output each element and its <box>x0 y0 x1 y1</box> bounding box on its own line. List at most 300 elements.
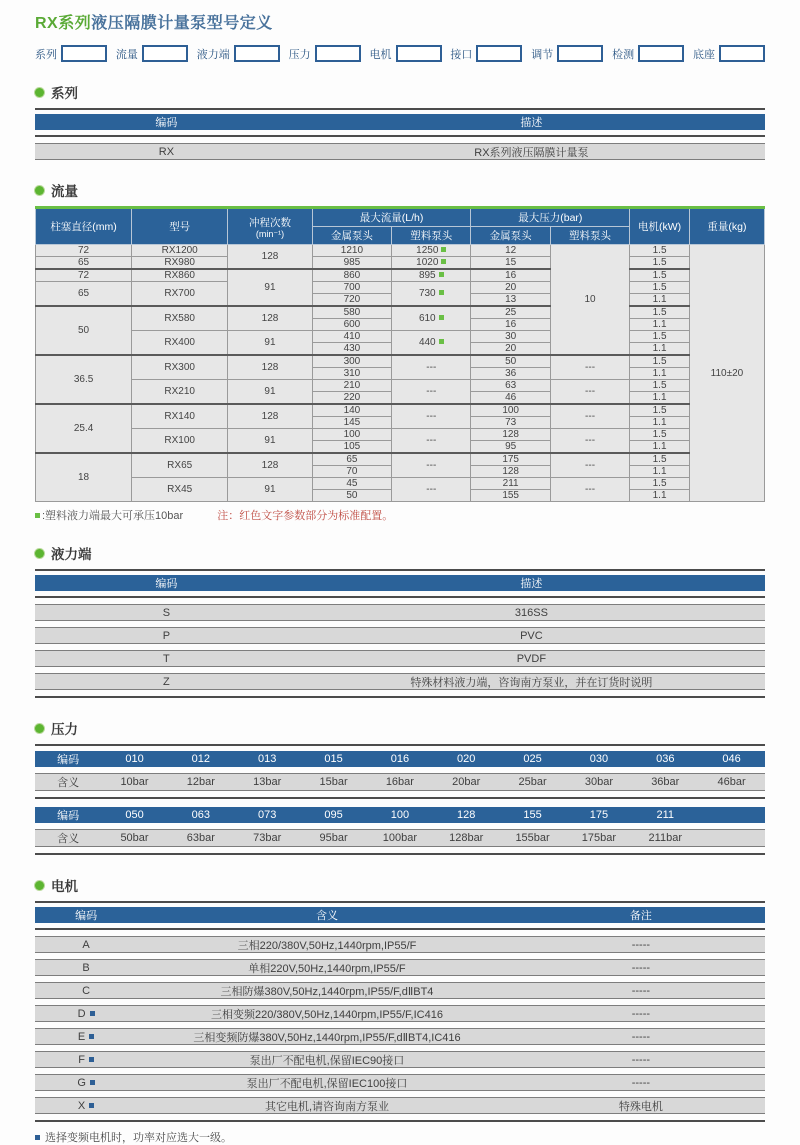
pressure-meaning: 10bar <box>120 776 149 788</box>
flow-note <box>35 507 765 523</box>
pressure-meaning: 211bar <box>648 832 682 844</box>
hydraulic-desc: PVDF <box>516 652 547 665</box>
cell: RX980 <box>132 257 228 270</box>
motor-table <box>35 901 765 1122</box>
motor-note: ----- <box>631 1053 651 1066</box>
cell: 700 <box>312 282 391 294</box>
pressure-meaning: 128bar <box>449 832 484 844</box>
motor-footnote <box>35 1129 765 1145</box>
cell: 1.5 <box>630 306 690 319</box>
cell: 20 <box>471 282 550 294</box>
cell: 430 <box>312 343 391 356</box>
cell-value: 1020 <box>416 257 439 268</box>
cell: 128 <box>471 429 550 441</box>
pressure-meaning: 63bar <box>186 832 215 844</box>
motor-meaning: 三相220/380V,50Hz,1440rpm,IP55/F <box>237 939 417 952</box>
cell: 410 <box>312 331 391 343</box>
hydraulic-desc: PVC <box>520 629 543 642</box>
pressure-meaning: 100bar <box>382 832 418 844</box>
motor-meaning: 三相变频220/380V,50Hz,1440rpm,IP55/F,IC416 <box>211 1008 443 1021</box>
field-interface-box[interactable] <box>476 45 522 62</box>
cell: 1.1 <box>630 441 690 454</box>
table-row <box>35 982 765 999</box>
cell: 220 <box>312 392 391 405</box>
col-flow-metal-head: 金属泵头 <box>312 227 391 245</box>
hydraulic-desc: 特殊材料液力端，咨询南方泵业，并在订货时说明 <box>410 676 653 689</box>
col-weight: 重量(kg) <box>689 208 764 245</box>
series-header-desc: 描述 <box>520 117 543 129</box>
field-interface <box>450 45 522 62</box>
cell: 91 <box>228 269 312 306</box>
hydraulic-code: P <box>162 629 171 642</box>
motor-code <box>35 1054 137 1066</box>
cell: RX580 <box>132 306 228 331</box>
cell: 128 <box>228 355 312 380</box>
cell: 1.5 <box>630 282 690 294</box>
field-pressure-label: 压力 <box>288 48 311 61</box>
motor-note: ----- <box>631 1030 651 1043</box>
cell: 72 <box>36 245 132 257</box>
cell: 211 <box>471 478 550 490</box>
cell <box>392 331 471 356</box>
cell <box>392 245 471 257</box>
cell-value: 1250 <box>416 245 439 256</box>
cell: 70 <box>312 466 391 478</box>
col-motor-kw: 电机(kW) <box>630 208 690 245</box>
cell: 91 <box>228 429 312 454</box>
cell: 145 <box>312 417 391 429</box>
cell: RX860 <box>132 269 228 282</box>
cell: RX1200 <box>132 245 228 257</box>
col-pressure-plastic-head: 塑料泵头 <box>550 227 629 245</box>
cell: --- <box>392 404 471 429</box>
cell: --- <box>550 404 629 429</box>
divider <box>35 696 765 698</box>
field-flow <box>116 45 188 62</box>
motor-footnote-text: 选择变频电机时，功率对应选大一级。 <box>45 1132 232 1144</box>
pressure-code: 025 <box>523 753 542 765</box>
cell: 1.1 <box>630 466 690 478</box>
motor-code-value: F <box>78 1053 85 1066</box>
series-code: RX <box>158 145 175 158</box>
section-motor-title: 电机 <box>51 879 78 894</box>
col-pressure-metal-head: 金属泵头 <box>471 227 550 245</box>
cell: 20 <box>471 343 550 356</box>
cell: 1.5 <box>630 380 690 392</box>
flow-table-body <box>36 245 765 502</box>
pressure-code: 013 <box>258 753 277 765</box>
bullet-icon <box>35 881 44 890</box>
cell: 91 <box>228 331 312 356</box>
divider <box>35 135 765 137</box>
cell: 1210 <box>312 245 391 257</box>
bullet-icon <box>35 549 44 558</box>
cell: 18 <box>36 453 132 502</box>
field-base <box>693 45 765 62</box>
hydraulic-header-code: 编码 <box>155 578 178 590</box>
cell: 300 <box>312 355 391 368</box>
cell: --- <box>392 429 471 454</box>
cell: 100 <box>312 429 391 441</box>
hydraulic-code: Z <box>163 675 170 688</box>
cell: 30 <box>471 331 550 343</box>
col-flow-plastic-head: 塑料泵头 <box>392 227 471 245</box>
pressure-code: 020 <box>457 753 476 765</box>
cell: 63 <box>471 380 550 392</box>
divider <box>35 108 765 110</box>
cell: 72 <box>36 269 132 282</box>
hydraulic-code: T <box>163 652 170 665</box>
cell: 1.5 <box>630 269 690 282</box>
divider <box>35 797 765 799</box>
cell-value: 730 <box>418 288 436 299</box>
pressure-code: 095 <box>324 809 343 821</box>
cell: 1.5 <box>630 453 690 466</box>
cell: 95 <box>471 441 550 454</box>
pressure-meaning-row <box>35 829 765 847</box>
motor-meaning: 三相变频防爆380V,50Hz,1440rpm,IP55/F,dⅡBT4,IC416 <box>193 1031 461 1044</box>
cell: 1.5 <box>630 331 690 343</box>
field-adjustment <box>531 45 603 62</box>
pressure-meaning: 73bar <box>253 832 282 844</box>
vfd-note-marker-icon <box>89 1034 94 1039</box>
series-table-header <box>35 114 765 130</box>
field-base-label: 底座 <box>693 48 715 61</box>
field-adjustment-box[interactable] <box>557 45 603 62</box>
flow-head-row-1 <box>36 208 765 227</box>
cell: 50 <box>36 306 132 355</box>
series-header-code: 编码 <box>155 117 178 129</box>
cell: 50 <box>312 490 391 502</box>
motor-code <box>35 1100 137 1112</box>
divider <box>35 901 765 903</box>
cell: 13 <box>471 294 550 307</box>
col-max-flow: 最大流量(L/h) <box>312 208 471 227</box>
motor-meaning: 泵出厂不配电机,保留IEC90接口 <box>249 1054 405 1067</box>
motor-code: A <box>82 938 90 951</box>
field-base-box[interactable] <box>719 45 765 62</box>
cell: --- <box>392 380 471 405</box>
cell-value: 610 <box>418 313 436 324</box>
section-series-title: 系列 <box>51 86 78 101</box>
pressure-meaning: 25bar <box>518 776 547 788</box>
plastic-note-marker-icon <box>441 247 446 252</box>
table-row <box>35 650 765 667</box>
bullet-icon <box>35 88 44 97</box>
field-interface-label: 接口 <box>450 48 473 61</box>
table-row <box>36 306 765 319</box>
field-detection-box[interactable] <box>638 45 684 62</box>
table-row <box>36 331 765 343</box>
table-row <box>35 1051 765 1068</box>
cell-value: 895 <box>418 270 436 281</box>
pressure-meaning: 46bar <box>717 776 746 788</box>
pressure-meaning-label: 含义 <box>57 777 80 789</box>
cell: 25 <box>471 306 550 319</box>
cell: RX300 <box>132 355 228 380</box>
divider <box>35 569 765 571</box>
col-plunger-diameter: 柱塞直径(mm) <box>36 208 132 245</box>
motor-code <box>35 1008 137 1020</box>
cell: --- <box>550 453 629 478</box>
cell: 155 <box>471 490 550 502</box>
motor-meaning: 泵出厂不配电机,保留IEC100接口 <box>246 1077 408 1090</box>
cell: 128 <box>228 453 312 478</box>
cell: 110±20 <box>689 245 764 502</box>
motor-note: ----- <box>631 961 651 974</box>
motor-code-value: G <box>77 1076 86 1089</box>
pressure-meaning: 12bar <box>186 776 215 788</box>
table-row <box>36 282 765 294</box>
cell: 1.5 <box>630 355 690 368</box>
cell: 65 <box>312 453 391 466</box>
field-pressure <box>289 45 361 62</box>
cell: 1.1 <box>630 490 690 502</box>
hydraulic-desc: 316SS <box>514 606 548 619</box>
cell: 65 <box>36 257 132 270</box>
motor-code: C <box>82 984 91 997</box>
motor-note: ----- <box>631 984 651 997</box>
pressure-code: 128 <box>457 809 476 821</box>
cell: 46 <box>471 392 550 405</box>
pressure-code-row <box>35 807 765 823</box>
table-row <box>35 1005 765 1022</box>
cell: RX140 <box>132 404 228 429</box>
field-hydraulic-end-label: 液力端 <box>196 48 230 61</box>
flow-table-head <box>36 208 765 245</box>
table-row <box>35 673 765 690</box>
field-motor-box[interactable] <box>396 45 442 62</box>
motor-note: ----- <box>631 1076 651 1089</box>
page-title-series: RX系列 <box>35 15 92 32</box>
section-flow-heading <box>35 180 765 200</box>
plastic-note-marker-icon <box>439 290 444 295</box>
field-hydraulic-end-box[interactable] <box>234 45 280 62</box>
field-hydraulic-end <box>197 45 280 62</box>
motor-header-note: 备注 <box>629 910 652 922</box>
series-row <box>35 143 765 160</box>
flow-table <box>35 206 765 502</box>
divider <box>35 853 765 855</box>
pressure-code: 010 <box>125 753 144 765</box>
table-row <box>36 269 765 282</box>
vfd-note-marker-icon <box>89 1057 94 1062</box>
col-max-pressure: 最大压力(bar) <box>471 208 630 227</box>
pressure-meaning: 20bar <box>452 776 481 788</box>
pressure-code: 016 <box>390 753 410 765</box>
motor-note: ----- <box>631 1007 651 1020</box>
motor-code-value: E <box>77 1030 86 1043</box>
pressure-code: 211 <box>656 809 675 821</box>
cell: 36 <box>471 368 550 380</box>
col-stroke-rate-unit: (min⁻¹) <box>255 228 285 239</box>
cell: 50 <box>471 355 550 368</box>
cell: 1.5 <box>630 257 690 270</box>
section-pressure-heading <box>35 718 765 738</box>
table-row <box>35 627 765 644</box>
cell: 25.4 <box>36 404 132 453</box>
col-model: 型号 <box>132 208 228 245</box>
pressure-meaning: 95bar <box>319 832 348 844</box>
vfd-note-marker-icon <box>89 1103 94 1108</box>
cell: 310 <box>312 368 391 380</box>
col-stroke-rate-label: 冲程次数 <box>248 216 291 229</box>
vfd-note-marker-icon <box>90 1011 95 1016</box>
pressure-code: 100 <box>390 809 410 821</box>
table-row <box>36 380 765 392</box>
cell: 10 <box>550 245 629 356</box>
cell: 128 <box>471 466 550 478</box>
pressure-meaning: 13bar <box>253 776 282 788</box>
pressure-meaning: 175bar <box>581 832 617 844</box>
cell: RX45 <box>132 478 228 502</box>
pressure-meaning: 16bar <box>385 776 414 788</box>
cell: 140 <box>312 404 391 417</box>
cell: RX100 <box>132 429 228 454</box>
pressure-code: 073 <box>258 809 277 821</box>
page-title-rest: 液压隔膜计量泵型号定义 <box>91 15 273 32</box>
section-hydraulic-heading <box>35 543 765 563</box>
motor-meaning: 单相220V,50Hz,1440rpm,IP55/F <box>248 962 406 975</box>
pressure-meaning-row <box>35 773 765 791</box>
series-desc: RX系列液压隔膜计量泵 <box>474 146 589 159</box>
cell: RX400 <box>132 331 228 356</box>
cell: 91 <box>228 380 312 405</box>
bullet-icon <box>35 724 44 733</box>
cell: 1.5 <box>630 478 690 490</box>
cell: 1.5 <box>630 404 690 417</box>
hydraulic-code: S <box>162 606 171 619</box>
motor-code <box>35 1031 137 1043</box>
cell: 1.5 <box>630 429 690 441</box>
field-series-label: 系列 <box>35 48 57 61</box>
pressure-table-1 <box>35 744 765 799</box>
pressure-code: 030 <box>589 753 609 765</box>
cell: 860 <box>312 269 391 282</box>
pressure-meaning: 36bar <box>651 776 680 788</box>
cell: --- <box>550 380 629 405</box>
field-flow-box[interactable] <box>142 45 188 62</box>
motor-code-value: D <box>77 1007 86 1020</box>
cell: 210 <box>312 380 391 392</box>
table-row <box>36 257 765 270</box>
pressure-meaning: 30bar <box>584 776 613 788</box>
motor-table-header <box>35 907 765 923</box>
motor-meaning: 三相防爆380V,50Hz,1440rpm,IP55/F,dⅡBT4 <box>220 985 434 998</box>
plastic-note-marker-icon <box>35 513 40 518</box>
cell: --- <box>550 429 629 454</box>
motor-meaning: 其它电机,请咨询南方泵业 <box>264 1100 390 1113</box>
cell <box>392 257 471 270</box>
section-hydraulic-title: 液力端 <box>51 547 92 562</box>
plastic-note-marker-icon <box>441 259 446 264</box>
cell: 36.5 <box>36 355 132 404</box>
table-row <box>35 1074 765 1091</box>
section-series-heading <box>35 82 765 102</box>
cell: --- <box>392 478 471 502</box>
cell: --- <box>550 355 629 380</box>
divider <box>35 1120 765 1122</box>
table-row <box>36 355 765 368</box>
cell: 73 <box>471 417 550 429</box>
motor-header-meaning: 含义 <box>315 910 338 922</box>
table-row <box>36 453 765 466</box>
cell: 600 <box>312 319 391 331</box>
field-flow-label: 流量 <box>115 48 138 61</box>
page-title <box>35 10 765 33</box>
section-flow-title: 流量 <box>51 184 78 199</box>
pressure-code: 175 <box>589 809 609 821</box>
table-row <box>35 1097 765 1114</box>
motor-code <box>35 1077 137 1089</box>
cell: 1.1 <box>630 368 690 380</box>
cell: 128 <box>228 245 312 270</box>
field-detection <box>612 45 684 62</box>
hydraulic-table <box>35 569 765 698</box>
cell: 985 <box>312 257 391 270</box>
cell <box>392 269 471 282</box>
flow-note-red: 注：红色文字参数部分为标准配置。 <box>217 510 394 522</box>
field-motor <box>370 45 442 62</box>
cell: 720 <box>312 294 391 307</box>
vfd-note-marker-icon <box>35 1135 40 1140</box>
cell: 1.1 <box>630 319 690 331</box>
field-series <box>35 45 107 62</box>
pressure-meaning: 15bar <box>319 776 348 788</box>
divider <box>35 744 765 746</box>
pressure-meaning: 50bar <box>120 832 149 844</box>
cell: 175 <box>471 453 550 466</box>
field-detection-label: 检测 <box>612 48 635 61</box>
pressure-code: 050 <box>125 809 144 821</box>
plastic-note-marker-icon <box>439 339 444 344</box>
motor-code: B <box>82 961 90 974</box>
col-stroke-rate <box>228 208 312 245</box>
field-motor-label: 电机 <box>369 48 392 61</box>
cell: 16 <box>471 319 550 331</box>
cell: --- <box>392 453 471 478</box>
cell: 1.1 <box>630 417 690 429</box>
section-pressure-title: 压力 <box>51 722 78 737</box>
motor-code-value: X <box>77 1099 86 1112</box>
hydraulic-header-desc: 描述 <box>520 578 543 590</box>
field-pressure-box[interactable] <box>315 45 361 62</box>
cell: 1.1 <box>630 294 690 307</box>
cell: RX65 <box>132 453 228 478</box>
field-series-box[interactable] <box>61 45 107 62</box>
pressure-code-row <box>35 751 765 767</box>
model-code-row <box>35 45 765 62</box>
cell-value: 440 <box>418 337 436 348</box>
vfd-note-marker-icon <box>90 1080 95 1085</box>
plastic-note-marker-icon <box>439 315 444 320</box>
cell: 580 <box>312 306 391 319</box>
table-row <box>36 404 765 417</box>
cell: 128 <box>228 306 312 331</box>
table-row <box>35 959 765 976</box>
field-adjustment-label: 调节 <box>531 48 554 61</box>
pressure-meaning-label: 含义 <box>57 833 80 845</box>
cell: 1.1 <box>630 343 690 356</box>
flow-note-text: :塑料液力端最大可承压10bar <box>42 510 184 522</box>
cell: 12 <box>471 245 550 257</box>
cell: 128 <box>228 404 312 429</box>
table-row <box>35 936 765 953</box>
section-motor-heading <box>35 875 765 895</box>
cell: 45 <box>312 478 391 490</box>
hydraulic-table-header <box>35 575 765 591</box>
cell: RX210 <box>132 380 228 405</box>
